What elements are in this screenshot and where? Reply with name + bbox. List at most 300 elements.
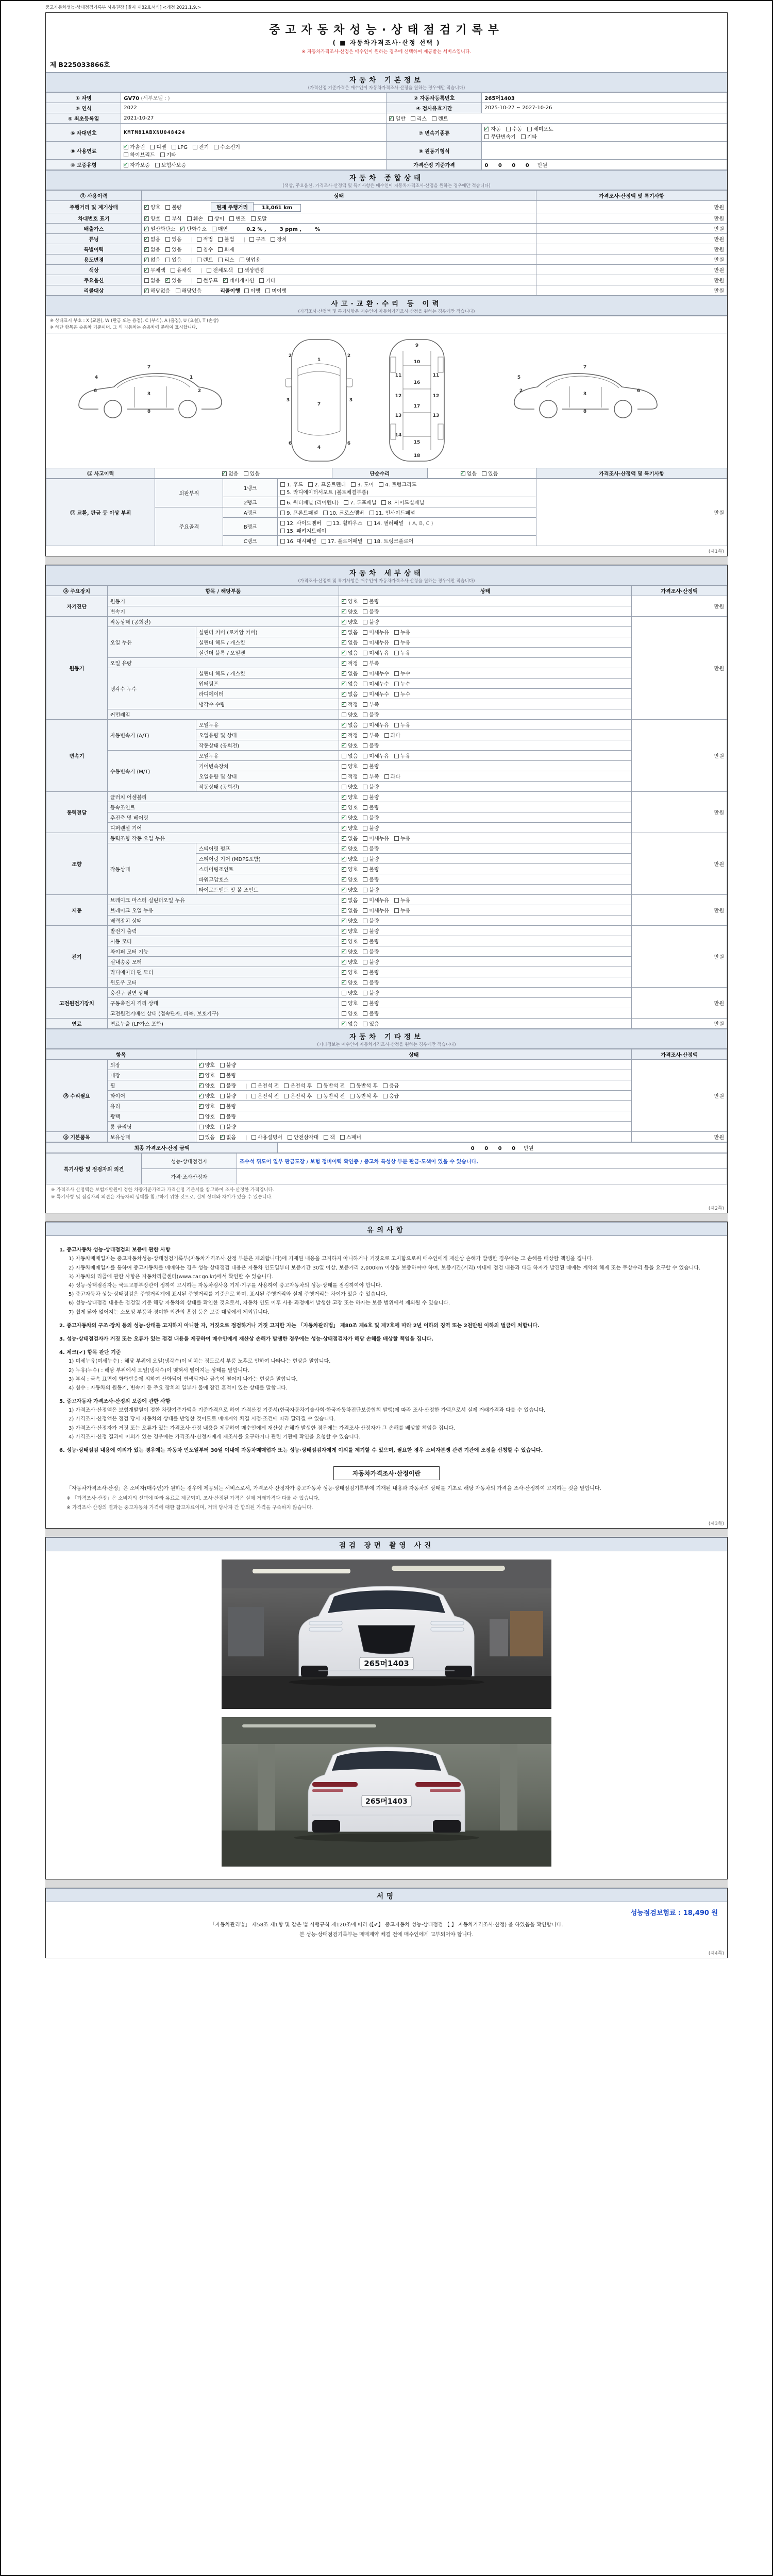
checkbox[interactable] <box>155 163 160 167</box>
checkbox[interactable] <box>207 268 211 273</box>
checkbox[interactable] <box>383 1083 388 1088</box>
checkbox-option[interactable] <box>199 1061 215 1069</box>
checkbox-option[interactable] <box>165 276 181 284</box>
checkbox-option[interactable] <box>342 855 358 862</box>
checkbox[interactable] <box>363 919 367 923</box>
checkbox[interactable] <box>220 1104 225 1109</box>
checkbox-option[interactable] <box>280 527 326 534</box>
checkbox-option[interactable] <box>350 1092 378 1099</box>
checkbox[interactable] <box>342 702 346 707</box>
checkbox-option[interactable] <box>342 680 358 687</box>
checkbox[interactable] <box>212 227 216 231</box>
checkbox[interactable] <box>317 1083 322 1088</box>
checkbox[interactable] <box>342 991 346 995</box>
checkbox[interactable] <box>367 521 372 526</box>
checkbox[interactable] <box>342 620 346 624</box>
checkbox[interactable] <box>342 950 346 954</box>
checkbox-option[interactable] <box>342 597 358 605</box>
checkbox-option[interactable] <box>271 235 287 243</box>
checkbox-option[interactable] <box>342 731 358 739</box>
checkbox-option[interactable] <box>363 710 379 718</box>
checkbox-option[interactable] <box>280 509 318 516</box>
checkbox-option[interactable] <box>506 125 522 132</box>
checkbox-option[interactable] <box>342 607 358 615</box>
checkbox-option[interactable] <box>342 762 358 770</box>
checkbox[interactable] <box>342 682 346 686</box>
checkbox[interactable] <box>350 1083 355 1088</box>
checkbox-option[interactable] <box>363 649 389 656</box>
checkbox-option[interactable] <box>363 875 379 883</box>
checkbox-option[interactable] <box>384 772 400 780</box>
checkbox-option[interactable] <box>363 638 389 646</box>
checkbox-option[interactable] <box>394 896 410 904</box>
checkbox-option[interactable] <box>342 958 358 965</box>
checkbox[interactable] <box>342 888 346 892</box>
checkbox-option[interactable] <box>351 480 374 488</box>
checkbox-option[interactable] <box>394 721 410 728</box>
checkbox[interactable] <box>220 1073 225 1078</box>
checkbox[interactable] <box>394 671 399 676</box>
checkbox-option[interactable] <box>218 256 234 263</box>
checkbox-option[interactable] <box>394 628 410 636</box>
checkbox-option[interactable] <box>363 947 379 955</box>
checkbox[interactable] <box>394 630 399 635</box>
checkbox-option[interactable] <box>280 488 368 496</box>
checkbox[interactable] <box>244 471 248 476</box>
checkbox[interactable] <box>218 247 223 252</box>
checkbox[interactable] <box>271 237 275 242</box>
checkbox-option[interactable] <box>324 1133 335 1141</box>
checkbox[interactable] <box>394 754 399 758</box>
checkbox[interactable] <box>249 237 254 242</box>
checkbox-option[interactable] <box>384 731 400 739</box>
checkbox-option[interactable] <box>342 896 358 904</box>
checkbox[interactable] <box>411 116 415 121</box>
checkbox-option[interactable] <box>342 618 358 625</box>
checkbox-option[interactable] <box>193 143 209 150</box>
checkbox[interactable] <box>363 929 367 934</box>
checkbox[interactable] <box>324 1135 328 1140</box>
checkbox[interactable] <box>251 216 256 221</box>
checkbox-option[interactable] <box>342 638 358 646</box>
checkbox-option[interactable] <box>363 834 389 842</box>
checkbox[interactable] <box>124 145 128 149</box>
checkbox[interactable] <box>223 278 228 283</box>
checkbox-option[interactable] <box>342 968 358 976</box>
checkbox-option[interactable] <box>367 519 404 527</box>
checkbox-option[interactable] <box>197 235 213 243</box>
checkbox[interactable] <box>342 785 346 789</box>
checkbox[interactable] <box>284 1083 289 1088</box>
checkbox-option[interactable] <box>484 125 500 132</box>
checkbox-option[interactable] <box>342 1009 358 1017</box>
checkbox-option[interactable] <box>363 865 379 873</box>
checkbox-option[interactable] <box>212 225 228 232</box>
checkbox[interactable] <box>199 1063 204 1067</box>
checkbox-option[interactable] <box>220 1071 236 1079</box>
checkbox[interactable] <box>394 692 399 697</box>
checkbox[interactable] <box>342 754 346 758</box>
checkbox-option[interactable] <box>363 927 379 935</box>
checkbox[interactable] <box>280 539 285 544</box>
checkbox-option[interactable] <box>171 266 192 274</box>
checkbox-option[interactable] <box>342 978 358 986</box>
checkbox-option[interactable] <box>363 690 389 698</box>
checkbox-option[interactable] <box>144 245 160 253</box>
checkbox-option[interactable] <box>251 1081 279 1089</box>
checkbox[interactable] <box>363 630 367 635</box>
checkbox-option[interactable] <box>124 161 150 168</box>
checkbox[interactable] <box>197 278 201 283</box>
checkbox-option[interactable] <box>342 865 358 873</box>
checkbox[interactable] <box>484 134 489 139</box>
checkbox[interactable] <box>199 1094 204 1098</box>
checkbox-option[interactable] <box>363 886 379 893</box>
checkbox[interactable] <box>197 247 201 252</box>
checkbox-option[interactable] <box>284 1081 312 1089</box>
checkbox[interactable] <box>342 692 346 697</box>
checkbox[interactable] <box>379 482 383 487</box>
checkbox[interactable] <box>144 258 149 262</box>
checkbox[interactable] <box>363 682 367 686</box>
checkbox[interactable] <box>384 774 389 779</box>
checkbox-option[interactable] <box>160 150 176 158</box>
checkbox-option[interactable] <box>165 245 181 253</box>
checkbox[interactable] <box>308 482 313 487</box>
checkbox[interactable] <box>342 898 346 903</box>
checkbox[interactable] <box>280 482 285 487</box>
checkbox-option[interactable] <box>218 235 234 243</box>
checkbox[interactable] <box>363 1022 367 1026</box>
checkbox-option[interactable] <box>317 1092 345 1099</box>
checkbox-option[interactable] <box>411 114 427 122</box>
checkbox[interactable] <box>208 216 213 221</box>
checkbox[interactable] <box>342 764 346 769</box>
checkbox[interactable] <box>363 671 367 676</box>
checkbox[interactable] <box>342 846 346 851</box>
checkbox-option[interactable] <box>259 276 275 284</box>
checkbox[interactable] <box>342 743 346 748</box>
checkbox-option[interactable] <box>363 783 379 790</box>
checkbox-option[interactable] <box>280 498 339 506</box>
checkbox-option[interactable] <box>220 1102 236 1110</box>
checkbox[interactable] <box>342 826 346 831</box>
checkbox[interactable] <box>171 268 175 273</box>
checkbox-option[interactable] <box>379 480 416 488</box>
checkbox-option[interactable] <box>363 917 379 924</box>
checkbox-option[interactable] <box>176 286 202 294</box>
checkbox[interactable] <box>193 145 197 149</box>
checkbox[interactable] <box>342 713 346 717</box>
checkbox[interactable] <box>363 661 367 666</box>
checkbox[interactable] <box>280 511 285 515</box>
checkbox[interactable] <box>342 857 346 861</box>
checkbox-option[interactable] <box>251 1133 282 1141</box>
checkbox[interactable] <box>342 939 346 944</box>
checkbox[interactable] <box>229 216 234 221</box>
checkbox-option[interactable] <box>265 286 287 294</box>
checkbox-option[interactable] <box>342 886 358 893</box>
checkbox-option[interactable] <box>363 906 389 914</box>
checkbox[interactable] <box>218 237 223 242</box>
checkbox[interactable] <box>484 127 489 131</box>
checkbox-option[interactable] <box>342 1020 358 1027</box>
checkbox[interactable] <box>342 1011 346 1016</box>
checkbox[interactable] <box>220 1083 225 1088</box>
checkbox[interactable] <box>363 898 367 903</box>
checkbox-option[interactable] <box>363 772 379 780</box>
checkbox-option[interactable] <box>363 762 379 770</box>
checkbox-option[interactable] <box>124 143 145 150</box>
checkbox[interactable] <box>342 609 346 614</box>
checkbox[interactable] <box>384 733 389 738</box>
checkbox-option[interactable] <box>394 690 410 698</box>
checkbox-option[interactable] <box>394 834 410 842</box>
checkbox-option[interactable] <box>363 896 389 904</box>
checkbox[interactable] <box>363 651 367 655</box>
checkbox-option[interactable] <box>244 469 260 477</box>
checkbox-option[interactable] <box>367 537 413 545</box>
checkbox-option[interactable] <box>363 968 379 976</box>
checkbox-option[interactable] <box>363 793 379 801</box>
checkbox[interactable] <box>199 1073 204 1078</box>
checkbox[interactable] <box>240 258 244 262</box>
checkbox[interactable] <box>165 205 170 210</box>
checkbox-option[interactable] <box>144 235 160 243</box>
checkbox[interactable] <box>363 764 367 769</box>
checkbox-option[interactable] <box>482 469 498 477</box>
checkbox[interactable] <box>363 857 367 861</box>
checkbox-option[interactable] <box>344 498 376 506</box>
checkbox[interactable] <box>317 1094 322 1098</box>
checkbox[interactable] <box>197 258 201 262</box>
checkbox[interactable] <box>363 836 367 841</box>
checkbox[interactable] <box>342 908 346 913</box>
checkbox-option[interactable] <box>207 266 233 274</box>
checkbox[interactable] <box>344 500 348 505</box>
checkbox-option[interactable] <box>223 276 254 284</box>
checkbox-option[interactable] <box>342 834 358 842</box>
checkbox-option[interactable] <box>144 214 160 222</box>
checkbox-option[interactable] <box>197 245 213 253</box>
checkbox-option[interactable] <box>342 844 358 852</box>
checkbox[interactable] <box>381 500 386 505</box>
checkbox[interactable] <box>165 237 170 242</box>
checkbox-option[interactable] <box>220 1061 236 1069</box>
checkbox[interactable] <box>342 877 346 882</box>
checkbox-option[interactable] <box>238 266 264 274</box>
checkbox-option[interactable] <box>342 803 358 811</box>
checkbox[interactable] <box>342 733 346 738</box>
checkbox[interactable] <box>363 877 367 882</box>
checkbox[interactable] <box>218 258 223 262</box>
checkbox[interactable] <box>251 1094 256 1098</box>
checkbox[interactable] <box>363 1011 367 1016</box>
checkbox-option[interactable] <box>187 214 203 222</box>
checkbox[interactable] <box>280 529 285 533</box>
checkbox[interactable] <box>363 743 367 748</box>
checkbox-option[interactable] <box>165 214 181 222</box>
checkbox[interactable] <box>432 116 436 121</box>
checkbox[interactable] <box>144 268 149 273</box>
checkbox-option[interactable] <box>342 628 358 636</box>
checkbox-option[interactable] <box>342 937 358 945</box>
checkbox[interactable] <box>214 145 219 149</box>
checkbox[interactable] <box>363 713 367 717</box>
checkbox[interactable] <box>521 134 526 139</box>
checkbox-option[interactable] <box>369 509 415 516</box>
checkbox-option[interactable] <box>220 1133 236 1141</box>
checkbox[interactable] <box>363 960 367 964</box>
checkbox-option[interactable] <box>342 741 358 749</box>
checkbox-option[interactable] <box>342 989 358 996</box>
checkbox-option[interactable] <box>150 143 166 150</box>
checkbox[interactable] <box>363 867 367 872</box>
checkbox-option[interactable] <box>197 276 218 284</box>
checkbox-option[interactable] <box>342 917 358 924</box>
checkbox-option[interactable] <box>342 700 358 708</box>
checkbox-option[interactable] <box>432 114 448 122</box>
checkbox[interactable] <box>220 1114 225 1119</box>
checkbox-option[interactable] <box>144 266 165 274</box>
checkbox-option[interactable] <box>220 1123 236 1130</box>
checkbox[interactable] <box>280 521 285 526</box>
checkbox-option[interactable] <box>342 710 358 718</box>
checkbox-option[interactable] <box>144 203 160 211</box>
checkbox[interactable] <box>280 490 285 495</box>
checkbox-option[interactable] <box>342 752 358 759</box>
checkbox[interactable] <box>363 599 367 604</box>
checkbox[interactable] <box>394 908 399 913</box>
checkbox[interactable] <box>363 816 367 820</box>
checkbox[interactable] <box>383 1094 388 1098</box>
checkbox[interactable] <box>251 1083 256 1088</box>
checkbox[interactable] <box>280 500 285 505</box>
checkbox-option[interactable] <box>383 1092 399 1099</box>
checkbox-option[interactable] <box>342 649 358 656</box>
checkbox[interactable] <box>144 205 149 210</box>
checkbox-option[interactable] <box>165 203 181 211</box>
checkbox[interactable] <box>394 640 399 645</box>
checkbox-option[interactable] <box>214 143 240 150</box>
checkbox-option[interactable] <box>363 824 379 832</box>
checkbox[interactable] <box>222 471 227 476</box>
checkbox-option[interactable] <box>155 161 186 168</box>
checkbox-option[interactable] <box>144 276 160 284</box>
checkbox[interactable] <box>220 1125 225 1129</box>
checkbox[interactable] <box>363 805 367 810</box>
checkbox[interactable] <box>363 609 367 614</box>
checkbox-option[interactable] <box>317 1081 345 1089</box>
checkbox-option[interactable] <box>308 480 346 488</box>
checkbox-option[interactable] <box>363 731 379 739</box>
checkbox[interactable] <box>363 888 367 892</box>
checkbox-option[interactable] <box>394 680 410 687</box>
checkbox[interactable] <box>144 247 149 252</box>
checkbox-option[interactable] <box>144 225 175 232</box>
checkbox-option[interactable] <box>229 214 245 222</box>
checkbox-option[interactable] <box>363 669 389 677</box>
checkbox-option[interactable] <box>199 1081 215 1089</box>
checkbox[interactable] <box>363 692 367 697</box>
checkbox-option[interactable] <box>342 906 358 914</box>
checkbox[interactable] <box>394 651 399 655</box>
checkbox[interactable] <box>394 898 399 903</box>
checkbox[interactable] <box>265 289 270 293</box>
checkbox-option[interactable] <box>363 855 379 862</box>
checkbox-option[interactable] <box>342 927 358 935</box>
checkbox-option[interactable] <box>484 132 515 140</box>
checkbox-option[interactable] <box>251 1092 279 1099</box>
checkbox[interactable] <box>363 723 367 727</box>
checkbox-option[interactable] <box>363 803 379 811</box>
checkbox-option[interactable] <box>363 721 389 728</box>
checkbox[interactable] <box>251 1135 256 1140</box>
checkbox[interactable] <box>322 539 326 544</box>
checkbox[interactable] <box>342 795 346 800</box>
checkbox[interactable] <box>342 661 346 666</box>
checkbox-option[interactable] <box>342 669 358 677</box>
checkbox-option[interactable] <box>342 690 358 698</box>
checkbox[interactable] <box>144 289 149 293</box>
checkbox-option[interactable] <box>461 469 477 477</box>
checkbox[interactable] <box>180 227 185 231</box>
checkbox[interactable] <box>165 258 170 262</box>
checkbox-option[interactable] <box>394 669 410 677</box>
checkbox-option[interactable] <box>197 256 213 263</box>
checkbox[interactable] <box>288 1135 292 1140</box>
checkbox[interactable] <box>342 805 346 810</box>
checkbox-option[interactable] <box>199 1123 215 1130</box>
checkbox-option[interactable] <box>363 958 379 965</box>
checkbox-option[interactable] <box>284 1092 312 1099</box>
checkbox[interactable] <box>165 278 170 283</box>
checkbox[interactable] <box>259 278 264 283</box>
checkbox[interactable] <box>199 1125 204 1129</box>
checkbox[interactable] <box>363 754 367 758</box>
checkbox[interactable] <box>342 1001 346 1006</box>
checkbox[interactable] <box>363 826 367 831</box>
checkbox-option[interactable] <box>363 1020 379 1027</box>
checkbox[interactable] <box>394 682 399 686</box>
checkbox-option[interactable] <box>342 875 358 883</box>
checkbox[interactable] <box>199 1135 204 1140</box>
checkbox-option[interactable] <box>363 741 379 749</box>
checkbox-option[interactable] <box>244 286 260 294</box>
checkbox-option[interactable] <box>363 814 379 821</box>
checkbox-option[interactable] <box>521 132 537 140</box>
checkbox-option[interactable] <box>322 537 362 545</box>
checkbox-option[interactable] <box>363 989 379 996</box>
checkbox-option[interactable] <box>172 145 188 150</box>
checkbox-option[interactable] <box>350 1081 378 1089</box>
checkbox-option[interactable] <box>280 537 316 545</box>
checkbox[interactable] <box>363 980 367 985</box>
checkbox-option[interactable] <box>251 214 267 222</box>
checkbox[interactable] <box>363 846 367 851</box>
checkbox[interactable] <box>342 960 346 964</box>
checkbox-option[interactable] <box>363 844 379 852</box>
checkbox[interactable] <box>144 227 149 231</box>
checkbox[interactable] <box>363 785 367 789</box>
checkbox-option[interactable] <box>363 659 379 667</box>
checkbox-option[interactable] <box>363 607 379 615</box>
checkbox[interactable] <box>144 278 149 283</box>
checkbox[interactable] <box>394 723 399 727</box>
checkbox[interactable] <box>342 671 346 676</box>
checkbox-option[interactable] <box>394 638 410 646</box>
checkbox[interactable] <box>150 145 155 149</box>
